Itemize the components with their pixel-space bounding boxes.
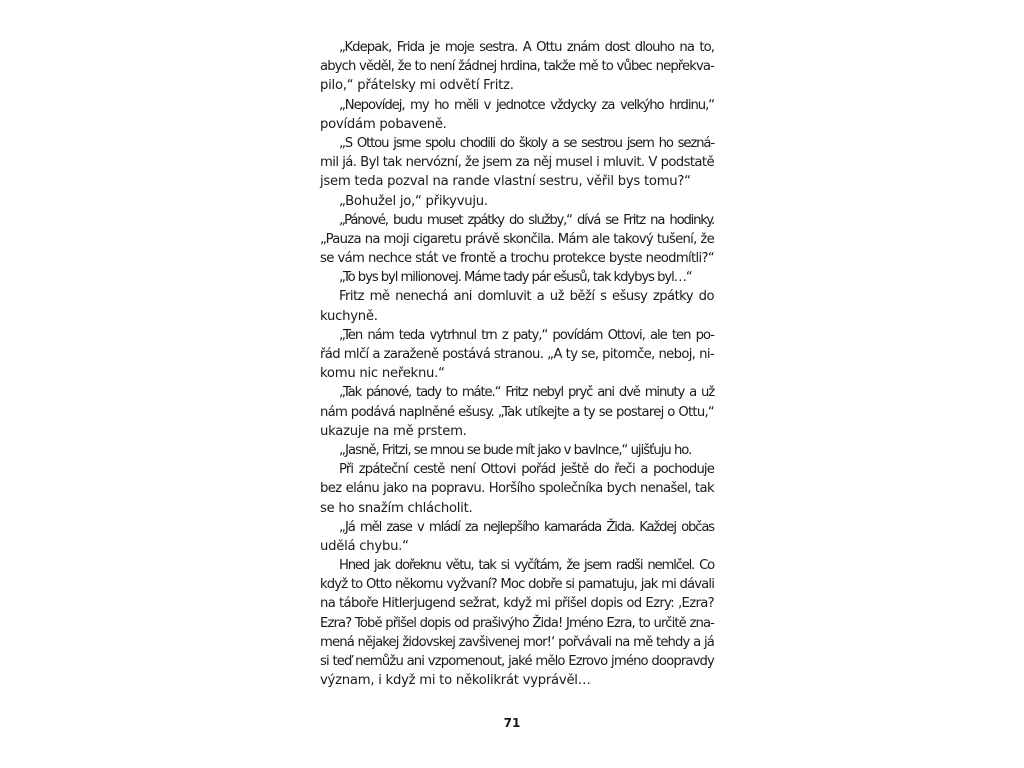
text-line: bez elánu jako na popravu. Horšího společníka bych nenašel, tak [320, 481, 714, 497]
text-line: Ezra? Tobě přišel dopis od prašivýho Žida! Jméno Ezra, to určitě zna- [320, 615, 714, 631]
text-line: řád mlčí a zaraženě postává stranou. „A ty se, pitomče, neboj, ni- [320, 347, 714, 362]
text-line: mil já. Byl tak nervózní, že jsem za něj musel i mluvit. V podstatě [320, 155, 714, 171]
text-line: si teď nemůžu ani vzpomenout, jaké mělo Ezrovo jméno doopravdy [320, 654, 714, 669]
text-line: abych věděl, že to není žádnej hrdina, takže mě to vůbec nepřekva- [320, 59, 714, 75]
page-number: 71 [503, 716, 521, 730]
text-line: kuchyně. [320, 308, 378, 324]
text-line: Fritz mě nenechá ani domluvit a už běží s ešusy zpátky do [339, 289, 714, 305]
text-line: povídám pobaveně. [320, 116, 447, 132]
text-line: když to Otto někomu vyžvaní? Moc dobře si pamatuju, jak mi dávali [320, 577, 714, 593]
text-line: „Pánové, budu muset zpátky do služby,“ dívá se Fritz na hodinky. [339, 212, 714, 228]
text-line: udělá chybu.“ [320, 538, 409, 554]
text-line: „Nepovídej, my ho měli v jednotce vždycky za velkýho hrdinu,“ [339, 97, 714, 113]
text-line: ukazuje na mě prstem. [320, 423, 467, 439]
text-line: „Bohužel jo,“ přikyvuju. [339, 193, 488, 209]
text-line: pilo,“ přátelsky mi odvětí Fritz. [320, 78, 514, 94]
text-line: Hned jak dořeknu větu, tak si vyčítám, že jsem radši nemlčel. Co [339, 558, 714, 574]
text-line: nám podává naplněné ešusy. „Tak utíkejte a ty se postarej o Ottu,“ [320, 404, 714, 420]
text-line: „Já měl zase v mládí za nejlepšího kamaráda Žida. Každej občas [339, 519, 714, 535]
text-line: se ho snažím chlácholit. [320, 500, 473, 516]
text-line: „Jasně, Fritzi, se mnou se bude mít jako v bavlnce,“ ujišťuju ho. [339, 442, 692, 458]
text-line: Při zpáteční cestě není Ottovi pořád ještě do řeči a pochoduje [339, 462, 714, 478]
text-line: jsem teda pozval na rande vlastní sestru, věřil bys tomu?“ [320, 174, 691, 190]
text-line: mená nějakej židovskej zavšivenej mor!‘ pořvávali na mě tehdy a já [320, 634, 714, 650]
text-line: komu nic neřeknu.“ [320, 366, 445, 382]
text-line: „S Ottou jsme spolu chodili do školy a se sestrou jsem ho sezná- [339, 135, 714, 151]
text-line: „To bys byl milionovej. Máme tady pár ešusů, tak kdybys byl…“ [339, 270, 692, 286]
text-line: na táboře Hitlerjugend sežrat, když mi přišel dopis od Ezry: ‚Ezra? [320, 596, 714, 612]
text-line: se vám nechce stát ve frontě a trochu protekce byste neodmítli?“ [320, 251, 714, 267]
text-line: „Tak pánové, tady to máte.“ Fritz nebyl pryč ani dvě minuty a už [339, 385, 714, 401]
text-line: „Ten nám teda vytrhnul trn z paty,“ povídám Ottovi, ale ten po- [339, 327, 714, 343]
text-line: „Pauza na moji cigaretu právě skončila. Mám ale takový tušení, že [320, 231, 714, 247]
text-line: „Kdepak, Frida je moje sestra. A Ottu znám dost dlouho na to, [339, 40, 714, 55]
body-text [320, 38, 714, 690]
text-line: význam, i když mi to několikrát vyprávěl… [320, 673, 591, 689]
